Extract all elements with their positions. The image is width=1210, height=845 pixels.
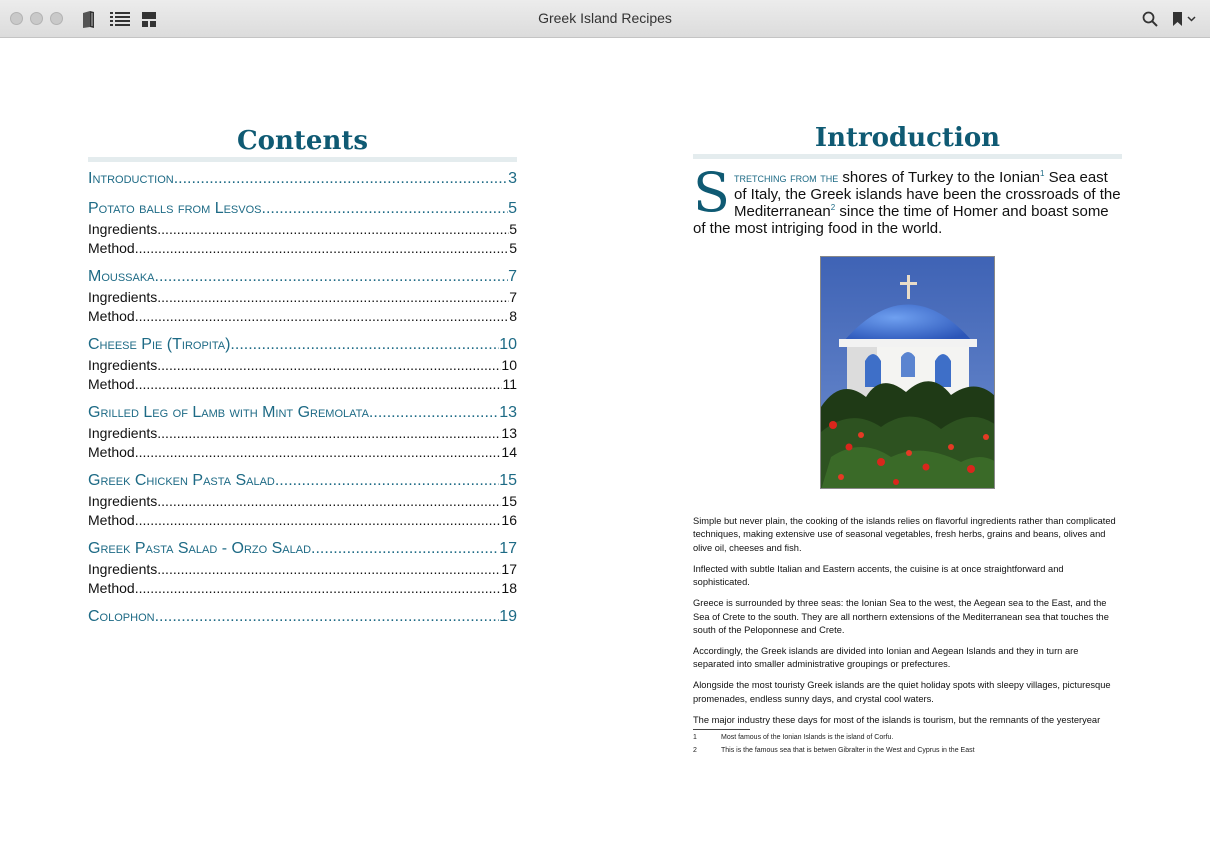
toc-page-number: 17 bbox=[501, 561, 517, 577]
toc-subentry-title: Ingredients bbox=[88, 561, 158, 577]
toc-page-number: 15 bbox=[499, 472, 517, 489]
toc-list bbox=[88, 168, 517, 628]
toc-chapter-title: Colophon bbox=[88, 608, 155, 625]
toc-page-number: 16 bbox=[501, 512, 517, 528]
toc-subentry[interactable] bbox=[88, 239, 517, 258]
lead-text-a: shores of Turkey to the Ionian bbox=[838, 169, 1041, 186]
toc-page-number: 7 bbox=[509, 289, 517, 305]
toc-page-number: 11 bbox=[502, 376, 517, 392]
toc-page-number: 17 bbox=[499, 540, 517, 557]
body-paragraph: Greece is surrounded by three seas: the Ionian Sea to the west, the Aegean sea to the East, and the Sea of Crete to the south. They are all northern extensions of the Mediterranean sea that touches the south of the Peloponnese and Crete. bbox=[693, 598, 1109, 636]
body-paragraph: Simple but never plain, the cooking of the islands relies on flavorful ingredients rather than complicated techniques, making extensive use of seasonal vegetables, fresh herbs, grains and beans, olives and olive oil, cheeses and fish. bbox=[693, 516, 1116, 553]
toc-chapter-entry[interactable] bbox=[88, 168, 517, 190]
toc-page-number: 14 bbox=[501, 444, 517, 460]
church-dome-photo bbox=[820, 256, 995, 489]
toc-leader bbox=[157, 356, 501, 375]
toc-leader bbox=[135, 443, 502, 462]
toc-leader bbox=[275, 470, 499, 492]
toc-page-number: 18 bbox=[501, 580, 517, 596]
toc-chapter-title: Cheese Pie (Tiropita) bbox=[88, 336, 231, 353]
body-paragraph: Alongside the most touristy Greek islands are the quiet holiday spots with sleepy villages, picturesque promenades, endless sunny days, and crystal cool waters. bbox=[693, 680, 1111, 704]
toc-chapter-entry[interactable] bbox=[88, 538, 517, 560]
drop-cap: S bbox=[693, 161, 730, 224]
window-titlebar bbox=[0, 0, 1210, 38]
toc-leader bbox=[157, 492, 501, 511]
body-paragraph: The major industry these days for most of the islands is tourism, but the remnants of the yesteryear bbox=[693, 714, 1101, 725]
toc-subentry-title: Method bbox=[88, 512, 135, 528]
footnotes bbox=[693, 729, 1122, 757]
body-paragraph: Inflected with subtle Italian and Eastern accents, the cuisine is at once straightforward and sophisticated. bbox=[693, 563, 1064, 588]
toc-subentry[interactable] bbox=[88, 375, 517, 394]
lead-small-caps: tretching from the bbox=[734, 170, 839, 185]
footnote-text: Most famous of the Ionian Islands is the island of Corfu. bbox=[721, 734, 894, 741]
introduction-heading: Introduction bbox=[693, 122, 1122, 159]
toc-subentry-title: Ingredients bbox=[88, 493, 158, 509]
toc-chapter-title: Grilled Leg of Lamb with Mint Gremolata bbox=[88, 404, 369, 421]
lead-paragraph bbox=[693, 161, 1122, 237]
toc-page-number: 5 bbox=[509, 240, 517, 256]
toc-subentry[interactable] bbox=[88, 579, 517, 598]
window-title: Greek Island Recipes bbox=[538, 10, 672, 26]
toc-chapter-entry[interactable] bbox=[88, 402, 517, 424]
toc-page-number: 13 bbox=[501, 425, 517, 441]
bookmark-icon[interactable] bbox=[1173, 12, 1199, 31]
toc-chapter-entry[interactable] bbox=[88, 198, 517, 220]
toc-chapter-entry[interactable] bbox=[88, 470, 517, 492]
toc-chapter-title: Potato balls from Lesvos bbox=[88, 200, 262, 217]
toc-page-number: 7 bbox=[508, 268, 517, 285]
toc-subentry-title: Ingredients bbox=[88, 221, 158, 237]
toc-subentry-title: Method bbox=[88, 580, 135, 596]
toc-leader bbox=[135, 579, 502, 598]
toc-subentry-title: Method bbox=[88, 444, 135, 460]
toc-page-number: 10 bbox=[501, 357, 517, 373]
toc-chapter-title: Introduction bbox=[88, 170, 174, 187]
footnote-ref-1[interactable]: 1 bbox=[1040, 169, 1045, 178]
toc-leader bbox=[157, 560, 501, 579]
footnote-text: This is the famous sea that is betwen Gibralter in the West and Cyprus in the East bbox=[721, 747, 975, 754]
toc-page-number: 3 bbox=[508, 170, 517, 187]
footnote-2 bbox=[693, 744, 1122, 757]
toc-subentry[interactable] bbox=[88, 443, 517, 462]
footnote-ref-2[interactable]: 2 bbox=[830, 203, 836, 212]
toc-page-number: 15 bbox=[501, 493, 517, 509]
contents-heading: Contents bbox=[88, 125, 517, 162]
toc-leader bbox=[135, 239, 510, 258]
toc-leader bbox=[157, 424, 501, 443]
toc-subentry[interactable] bbox=[88, 492, 517, 511]
footnote-number: 2 bbox=[693, 747, 697, 754]
toc-page-number: 10 bbox=[499, 336, 517, 353]
toc-subentry[interactable] bbox=[88, 424, 517, 443]
toc-subentry[interactable] bbox=[88, 220, 517, 239]
toc-chapter-entry[interactable] bbox=[88, 334, 517, 356]
toc-leader bbox=[157, 220, 509, 239]
toc-subentry[interactable] bbox=[88, 560, 517, 579]
footnote-rule bbox=[693, 729, 750, 730]
search-icon[interactable] bbox=[1142, 11, 1158, 32]
lead-text-b: Sea east of Italy, the Greek islands have been the crossroads of the Mediterranean bbox=[734, 169, 1121, 220]
footnote-1 bbox=[693, 731, 1122, 744]
toc-subentry-title: Method bbox=[88, 308, 135, 324]
toc-subentry[interactable] bbox=[88, 307, 517, 326]
toc-leader bbox=[311, 538, 499, 560]
intro-body bbox=[693, 515, 1122, 735]
toc-chapter-entry[interactable] bbox=[88, 266, 517, 288]
toc-chapter-title: Greek Chicken Pasta Salad bbox=[88, 472, 275, 489]
toc-subentry[interactable] bbox=[88, 511, 517, 530]
toc-subentry-title: Ingredients bbox=[88, 289, 158, 305]
toc-chapter-title: Moussaka bbox=[88, 268, 155, 285]
toc-subentry-title: Method bbox=[88, 376, 135, 392]
toc-subentry-title: Ingredients bbox=[88, 425, 158, 441]
toc-leader bbox=[135, 511, 502, 530]
toc-subentry[interactable] bbox=[88, 356, 517, 375]
toc-subentry-title: Method bbox=[88, 240, 135, 256]
toc-page-number: 5 bbox=[509, 221, 517, 237]
toc-leader bbox=[135, 307, 510, 326]
toc-leader bbox=[369, 402, 499, 424]
toc-page-number: 5 bbox=[508, 200, 517, 217]
introduction-page bbox=[693, 122, 1122, 754]
toc-leader bbox=[155, 606, 500, 628]
toc-leader bbox=[155, 266, 509, 288]
footnote-number: 1 bbox=[693, 734, 697, 741]
toc-leader bbox=[157, 288, 509, 307]
contents-page bbox=[88, 125, 517, 628]
toc-leader bbox=[262, 198, 509, 220]
toc-leader bbox=[230, 334, 499, 356]
toc-chapter-entry[interactable] bbox=[88, 606, 517, 628]
body-paragraph: Accordingly, the Greek islands are divided into Ionian and Aegean Islands and they in turn are separated into smaller administrative groupings or prefectures. bbox=[693, 646, 1079, 670]
toc-subentry-title: Ingredients bbox=[88, 357, 158, 373]
toc-subentry[interactable] bbox=[88, 288, 517, 307]
toc-page-number: 19 bbox=[499, 608, 517, 625]
lead-text-c: since the time of Homer and boast some of the most intriging food in the world. bbox=[693, 203, 1109, 237]
toc-leader bbox=[174, 168, 508, 190]
toc-leader bbox=[135, 375, 503, 394]
toc-page-number: 13 bbox=[499, 404, 517, 421]
toc-page-number: 8 bbox=[509, 308, 517, 324]
toc-chapter-title: Greek Pasta Salad - Orzo Salad bbox=[88, 540, 312, 557]
